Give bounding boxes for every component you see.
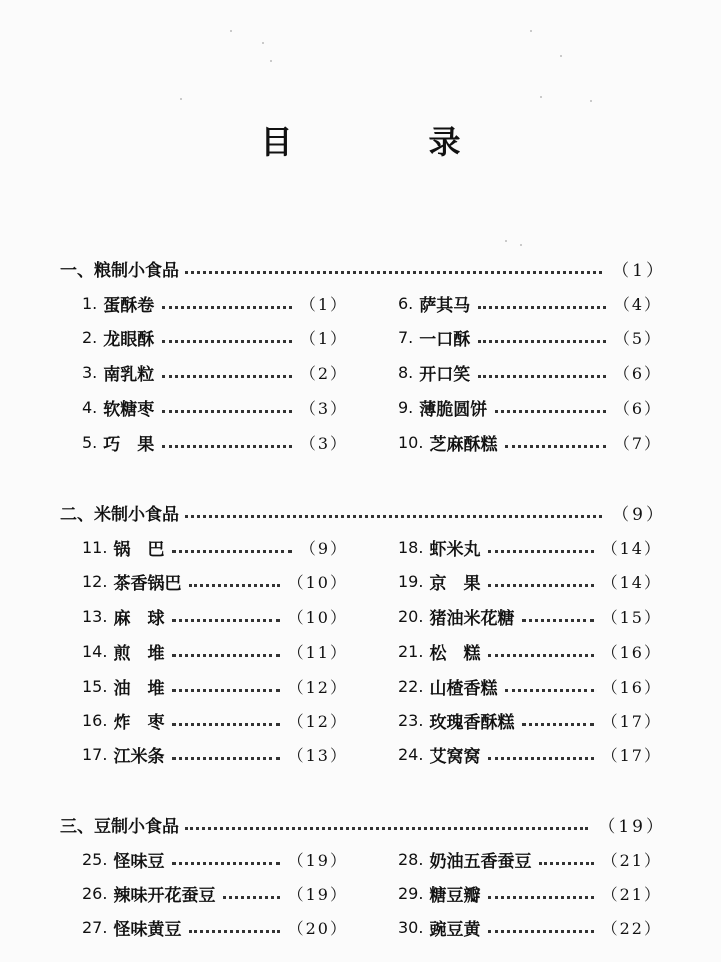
entry-title: 怪味黄豆 <box>113 919 182 940</box>
scan-speck <box>230 30 232 32</box>
toc-entry[interactable] <box>398 740 662 768</box>
entry-title: 艾窝窝 <box>429 746 481 767</box>
scan-speck <box>270 60 272 62</box>
toc-entry[interactable] <box>82 358 348 386</box>
leader-dots <box>488 757 593 760</box>
toc-entry[interactable] <box>398 289 662 317</box>
entry-number: 16. <box>82 710 108 730</box>
leader-dots <box>495 410 606 413</box>
toc-entry[interactable] <box>398 913 662 941</box>
toc-entry[interactable] <box>82 740 348 768</box>
entry-page: （14） <box>601 538 662 558</box>
toc-entry[interactable] <box>82 428 348 456</box>
leader-dots <box>185 827 588 830</box>
leader-dots <box>185 271 602 274</box>
entry-title: 松 糕 <box>429 643 481 664</box>
entry-number: 21. <box>398 641 424 661</box>
entry-title: 锅 巴 <box>113 539 165 560</box>
scan-speck <box>530 30 532 32</box>
leader-dots <box>172 757 279 760</box>
entry-page: （9） <box>299 538 348 558</box>
entry-page: （17） <box>601 711 662 731</box>
leader-dots <box>189 930 279 933</box>
entry-title: 南乳粒 <box>103 364 155 385</box>
leader-dots <box>172 654 279 657</box>
toc-entry[interactable] <box>398 845 662 873</box>
leader-dots <box>172 619 279 622</box>
entry-page: （12） <box>287 711 348 731</box>
toc-entry[interactable] <box>82 706 348 734</box>
scan-speck <box>520 244 522 246</box>
entry-page: （3） <box>299 398 348 418</box>
toc-entry[interactable] <box>398 358 662 386</box>
entry-page: （3） <box>299 433 348 453</box>
section-page: （1） <box>612 260 666 281</box>
leader-dots <box>488 654 593 657</box>
leader-dots <box>162 340 292 343</box>
scan-speck <box>560 55 562 57</box>
entry-page: （20） <box>287 918 348 938</box>
toc-entry[interactable] <box>82 533 348 561</box>
entry-title: 玫瑰香酥糕 <box>429 712 515 733</box>
section-heading[interactable] <box>60 810 666 838</box>
toc-entry[interactable] <box>82 845 348 873</box>
entry-number: 14. <box>82 641 108 661</box>
entry-page: （16） <box>601 642 662 662</box>
entry-page: （15） <box>601 607 662 627</box>
leader-dots <box>172 550 291 553</box>
toc-entry[interactable] <box>398 879 662 907</box>
entry-page: （14） <box>601 572 662 592</box>
entry-number: 19. <box>398 571 424 591</box>
entry-title: 油 堆 <box>113 678 165 699</box>
entry-title: 薄脆圆饼 <box>419 399 488 420</box>
section-heading[interactable] <box>60 498 666 526</box>
entry-number: 8. <box>398 362 414 382</box>
entry-title: 一口酥 <box>419 329 471 350</box>
entry-title: 蛋酥卷 <box>103 295 155 316</box>
leader-dots <box>478 306 606 309</box>
section-page: （19） <box>598 816 666 837</box>
entry-page: （21） <box>601 884 662 904</box>
leader-dots <box>223 896 279 899</box>
entry-number: 28. <box>398 849 424 869</box>
toc-entry[interactable] <box>82 913 348 941</box>
toc-entry[interactable] <box>398 533 662 561</box>
leader-dots <box>478 375 606 378</box>
scan-speck <box>505 240 507 242</box>
scan-speck <box>540 96 542 98</box>
leader-dots <box>505 445 605 448</box>
entry-title: 豌豆黄 <box>429 919 481 940</box>
toc-entry[interactable] <box>82 393 348 421</box>
scan-speck <box>590 100 592 102</box>
entry-page: （16） <box>601 677 662 697</box>
entry-number: 6. <box>398 293 414 313</box>
toc-entry[interactable] <box>82 672 348 700</box>
toc-entry[interactable] <box>398 706 662 734</box>
entry-number: 30. <box>398 917 424 937</box>
entry-number: 23. <box>398 710 424 730</box>
entry-number: 4. <box>82 397 98 417</box>
entry-title: 奶油五香蚕豆 <box>429 851 532 872</box>
leader-dots <box>478 340 606 343</box>
toc-entry[interactable] <box>82 323 348 351</box>
entry-number: 12. <box>82 571 108 591</box>
entry-title: 山楂香糕 <box>429 678 498 699</box>
toc-entry[interactable] <box>82 637 348 665</box>
entry-page: （17） <box>601 745 662 765</box>
entry-title: 虾米丸 <box>429 539 481 560</box>
entry-page: （1） <box>299 294 348 314</box>
entry-number: 29. <box>398 883 424 903</box>
entry-page: （6） <box>613 363 662 383</box>
scan-speck <box>180 98 182 100</box>
entry-page: （7） <box>613 433 662 453</box>
entry-page: （13） <box>287 745 348 765</box>
entry-page: （22） <box>601 918 662 938</box>
entry-number: 10. <box>398 432 424 452</box>
leader-dots <box>488 584 593 587</box>
entry-number: 26. <box>82 883 108 903</box>
entry-number: 27. <box>82 917 108 937</box>
toc-entry[interactable] <box>398 428 662 456</box>
entry-page: （11） <box>287 642 348 662</box>
entry-number: 25. <box>82 849 108 869</box>
entry-number: 18. <box>398 537 424 557</box>
entry-page: （6） <box>613 398 662 418</box>
entry-title: 猪油米花糖 <box>429 608 515 629</box>
entry-page: （12） <box>287 677 348 697</box>
entry-number: 9. <box>398 397 414 417</box>
section-label: 二、米制小食品 <box>60 504 179 525</box>
leader-dots <box>522 723 593 726</box>
toc-entry[interactable] <box>398 567 662 595</box>
leader-dots <box>172 689 279 692</box>
section-heading[interactable] <box>60 254 666 282</box>
leader-dots <box>539 862 593 865</box>
toc-entry[interactable] <box>82 289 348 317</box>
entry-title: 软糖枣 <box>103 399 155 420</box>
leader-dots <box>488 896 593 899</box>
entry-number: 3. <box>82 362 98 382</box>
toc-entry[interactable] <box>82 879 348 907</box>
entry-number: 15. <box>82 676 108 696</box>
leader-dots <box>185 515 602 518</box>
entry-title: 茶香锅巴 <box>113 573 182 594</box>
entry-number: 17. <box>82 744 108 764</box>
entry-page: （10） <box>287 607 348 627</box>
entry-page: （4） <box>613 294 662 314</box>
entry-title: 龙眼酥 <box>103 329 155 350</box>
entry-title: 怪味豆 <box>113 851 165 872</box>
page-title: 目 录 <box>260 123 513 161</box>
entry-title: 辣味开花蚕豆 <box>113 885 216 906</box>
entry-title: 萨其马 <box>419 295 471 316</box>
leader-dots <box>162 306 292 309</box>
leader-dots <box>488 930 593 933</box>
entry-page: （10） <box>287 572 348 592</box>
leader-dots <box>172 723 279 726</box>
leader-dots <box>522 619 593 622</box>
entry-title: 芝麻酥糕 <box>429 434 498 455</box>
entry-number: 24. <box>398 744 424 764</box>
toc-entry[interactable] <box>398 672 662 700</box>
entry-title: 江米条 <box>113 746 165 767</box>
entry-page: （2） <box>299 363 348 383</box>
entry-title: 京 果 <box>429 573 481 594</box>
toc-entry[interactable] <box>82 567 348 595</box>
entry-page: （21） <box>601 850 662 870</box>
toc-entry[interactable] <box>82 602 348 630</box>
entry-title: 炸 枣 <box>113 712 165 733</box>
entry-page: （19） <box>287 884 348 904</box>
toc-entry[interactable] <box>398 637 662 665</box>
entry-number: 13. <box>82 606 108 626</box>
toc-entry[interactable] <box>398 602 662 630</box>
scan-speck <box>262 42 264 44</box>
leader-dots <box>189 584 279 587</box>
entry-title: 巧 果 <box>103 434 155 455</box>
entry-title: 开口笑 <box>419 364 471 385</box>
entry-page: （5） <box>613 328 662 348</box>
entry-number: 20. <box>398 606 424 626</box>
entry-number: 7. <box>398 327 414 347</box>
leader-dots <box>162 445 292 448</box>
section-label: 三、豆制小食品 <box>60 816 179 837</box>
entry-number: 11. <box>82 537 108 557</box>
entry-number: 1. <box>82 293 98 313</box>
entry-title: 糖豆瓣 <box>429 885 481 906</box>
entry-title: 煎 堆 <box>113 643 165 664</box>
entry-number: 5. <box>82 432 98 452</box>
entry-page: （19） <box>287 850 348 870</box>
leader-dots <box>488 550 593 553</box>
toc-entry[interactable] <box>398 393 662 421</box>
entry-number: 2. <box>82 327 98 347</box>
section-page: （9） <box>612 504 666 525</box>
leader-dots <box>162 375 292 378</box>
leader-dots <box>505 689 593 692</box>
section-label: 一、粮制小食品 <box>60 260 179 281</box>
entry-number: 22. <box>398 676 424 696</box>
entry-page: （1） <box>299 328 348 348</box>
leader-dots <box>172 862 279 865</box>
entry-title: 麻 球 <box>113 608 165 629</box>
toc-entry[interactable] <box>398 323 662 351</box>
leader-dots <box>162 410 292 413</box>
